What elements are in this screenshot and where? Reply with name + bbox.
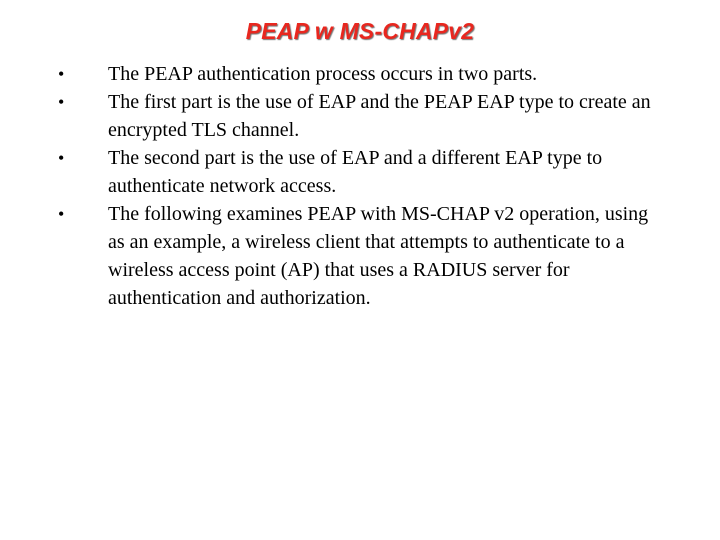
slide-title: PEAP w MS-CHAPv2 — [245, 18, 475, 44]
bullet-text: The first part is the use of EAP and the PEAP EAP type to create an encrypted TLS channel. — [108, 91, 651, 141]
bullet-item — [0, 88, 668, 144]
bullet-icon: • — [58, 64, 65, 84]
bullet-item — [0, 200, 668, 312]
bullet-text: The PEAP authentication process occurs in two parts. — [108, 63, 538, 85]
bullet-icon: • — [58, 204, 65, 224]
bullet-text: The second part is the use of EAP and a different EAP type to authenticate network access. — [108, 147, 603, 197]
bullet-text: The following examines PEAP with MS-CHAP v2 operation, using as an example, a wireless client that attempts to authenticate to a wireless access point (AP) that uses a RADIUS server for authentication and authorization. — [108, 203, 649, 309]
bullet-item — [0, 144, 668, 200]
bullet-icon: • — [58, 92, 65, 112]
bullet-icon: • — [58, 148, 65, 168]
bullet-list — [0, 60, 720, 312]
bullet-item — [0, 60, 668, 88]
